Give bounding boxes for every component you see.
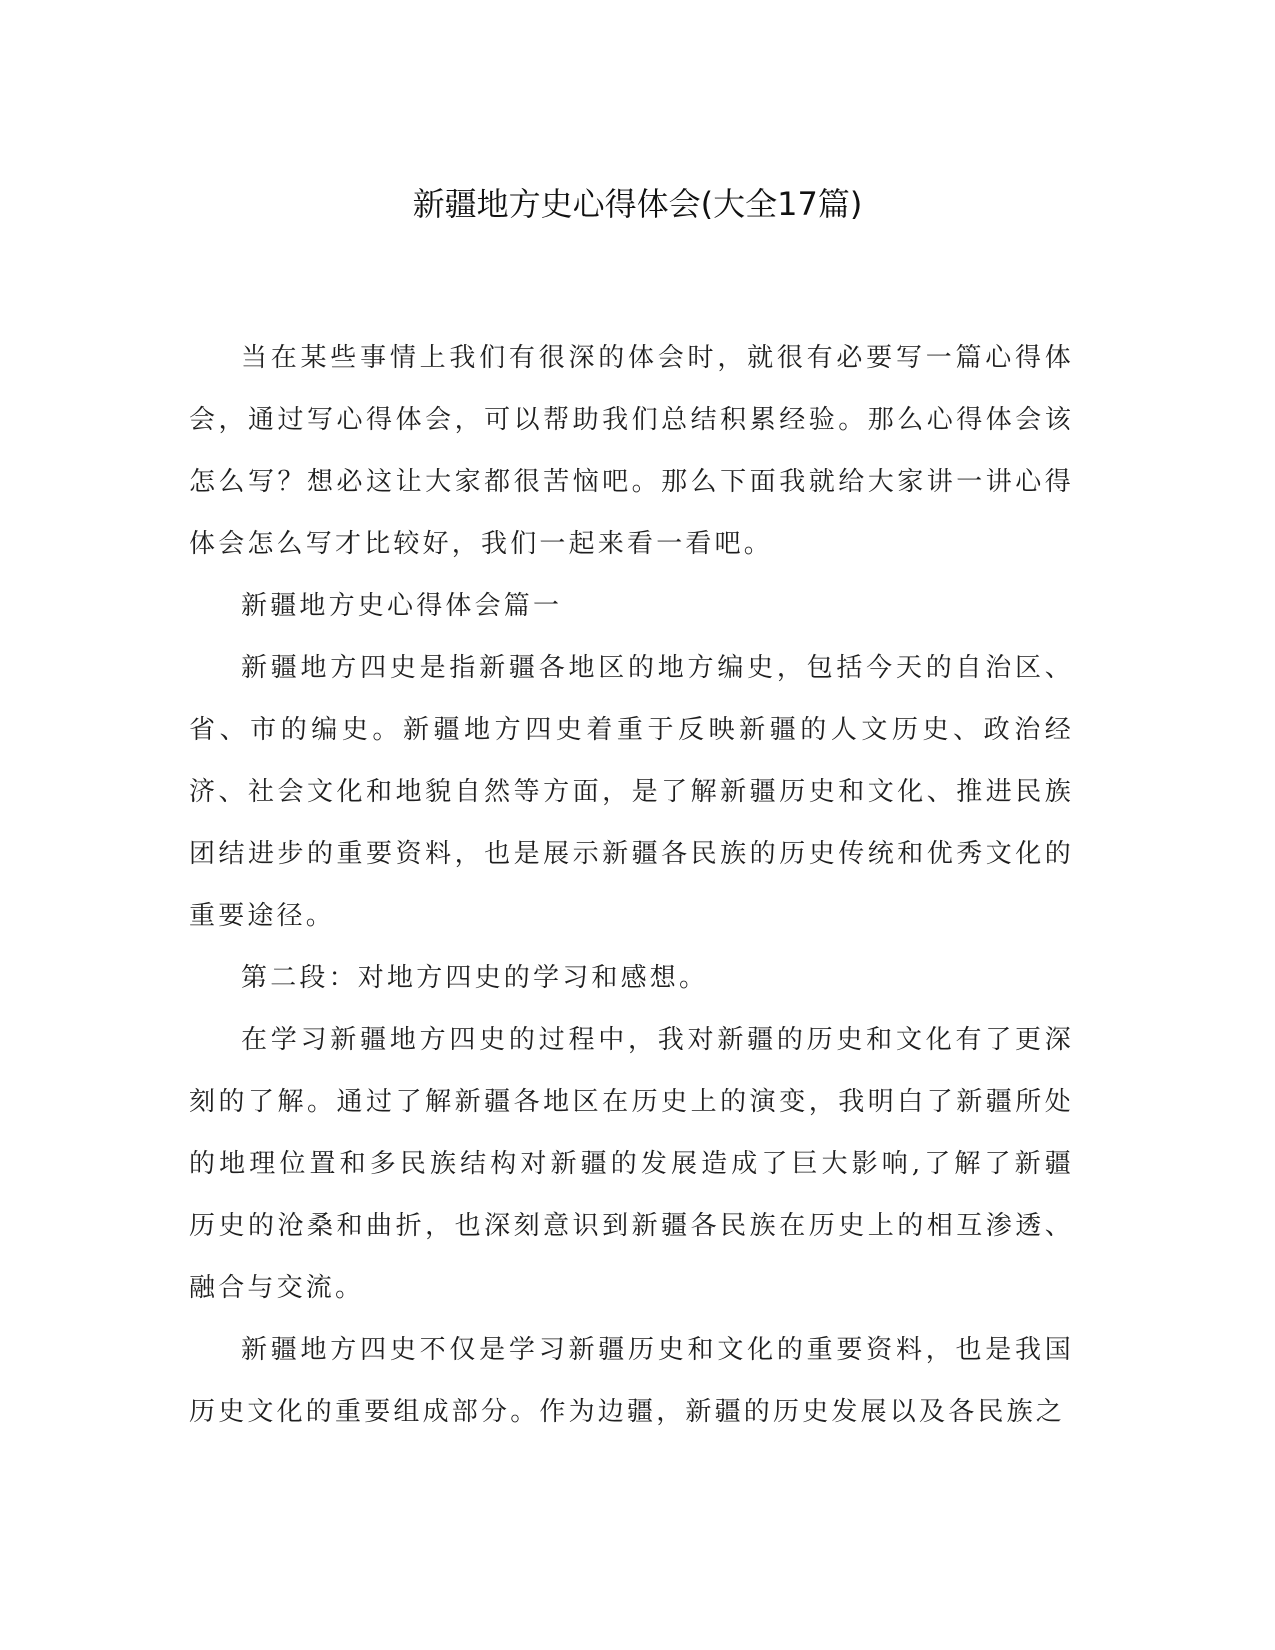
paragraph-importance: 新疆地方四史不仅是学习新疆历史和文化的重要资料，也是我国历史文化的重要组成部分。作为边疆，新疆的历史发展以及各民族之 xyxy=(189,1335,1074,1427)
paragraph-intro: 当在某些事情上我们有很深的体会时，就很有必要写一篇心得体会，通过写心得体会，可以帮助我们总结积累经验。那么心得体会该怎么写？想必这让大家都很苦恼吧。那么下面我就给大家讲一讲心得体会怎么写才比较好，我们一起来看一看吧。 xyxy=(189,343,1074,559)
section-heading-part-one: 新疆地方史心得体会篇一 xyxy=(241,591,563,621)
document-body xyxy=(189,327,1074,1443)
paragraph-study-reflection: 在学习新疆地方四史的过程中，我对新疆的历史和文化有了更深刻的了解。通过了解新疆各地区在历史上的演变，我明白了新疆所处的地理位置和多民族结构对新疆的发展造成了巨大影响,了解了新疆历史的沧桑和曲折，也深刻意识到新疆各民族在历史上的相互渗透、融合与交流。 xyxy=(189,1025,1074,1303)
paragraph-definition: 新疆地方四史是指新疆各地区的地方编史，包括今天的自治区、省、市的编史。新疆地方四史着重于反映新疆的人文历史、政治经济、社会文化和地貌自然等方面，是了解新疆历史和文化、推进民族团结进步的重要资料，也是展示新疆各民族的历史传统和优秀文化的重要途径。 xyxy=(189,653,1074,931)
paragraph-section-two-heading: 第二段：对地方四史的学习和感想。 xyxy=(241,963,709,993)
document-title: 新疆地方史心得体会(大全17篇) xyxy=(412,185,863,223)
